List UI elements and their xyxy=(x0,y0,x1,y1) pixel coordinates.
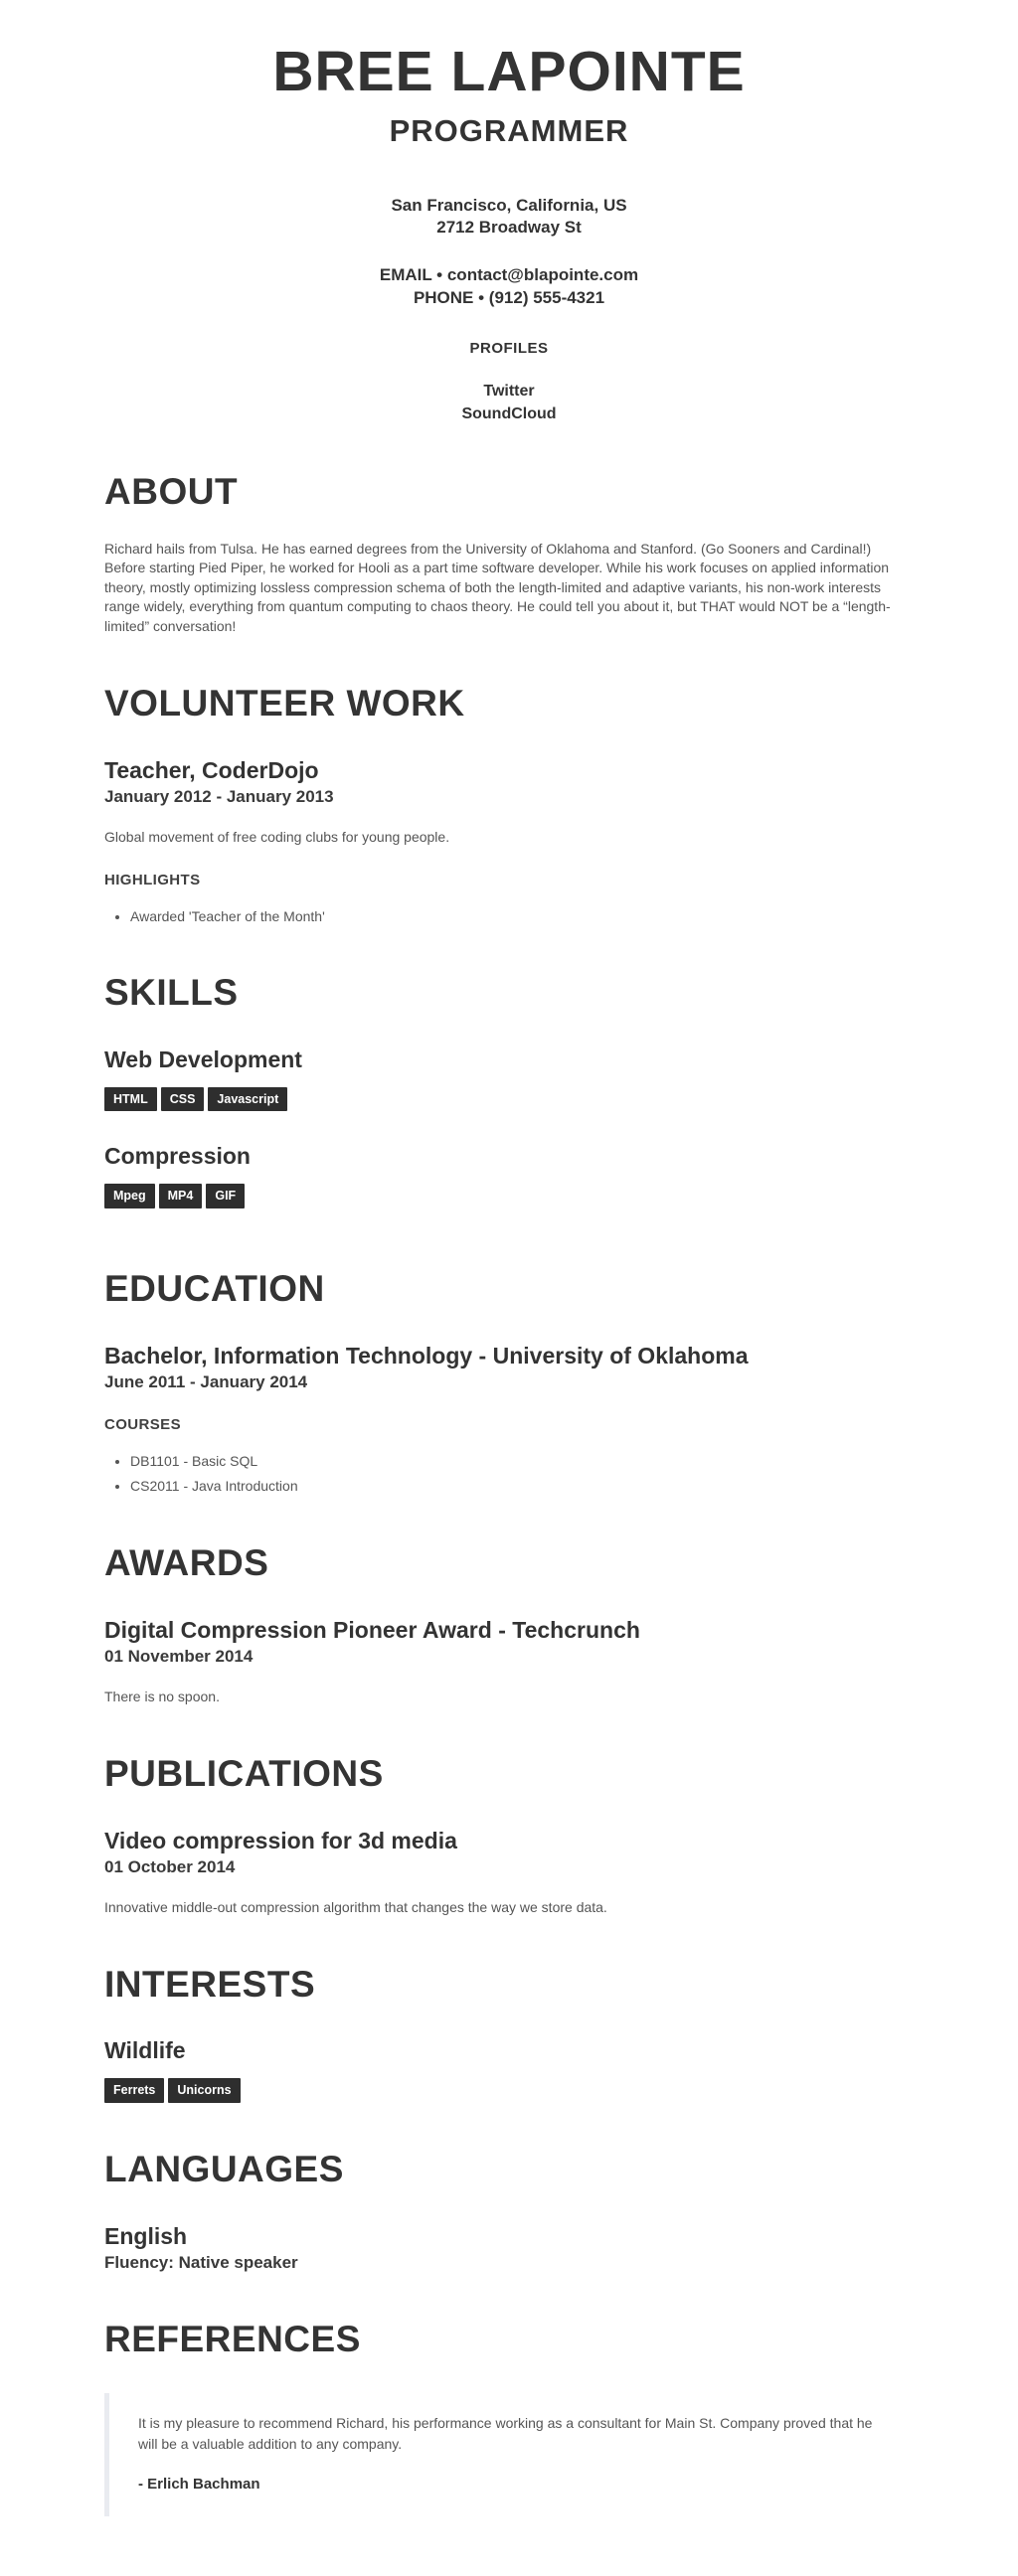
course-item: • DB1101 - Basic SQL xyxy=(130,1452,914,1472)
address-line: 2712 Broadway St xyxy=(436,218,582,238)
skill-tag: HTML xyxy=(104,1087,157,1112)
section-awards xyxy=(104,1542,914,1707)
reference-author: - Erlich Bachman xyxy=(138,2476,260,2494)
courses-list xyxy=(104,1452,914,1496)
interest-tags xyxy=(104,2078,914,2103)
skill-tags xyxy=(104,1087,914,1112)
profile-twitter: Twitter xyxy=(483,383,535,401)
interests-heading: INTERESTS xyxy=(104,1963,316,2005)
courses-label: COURSES xyxy=(104,1416,181,1434)
skill-tag: MP4 xyxy=(159,1184,203,1208)
volunteer-summary: Global movement of free coding clubs for young people. xyxy=(104,829,450,846)
course-item: • CS2011 - Java Introduction xyxy=(130,1477,914,1497)
skill-group-title: Web Development xyxy=(104,1046,302,1072)
contact-block xyxy=(104,264,914,310)
skill-tag: GIF xyxy=(206,1184,245,1208)
section-skills xyxy=(104,972,914,1208)
award-summary: There is no spoon. xyxy=(104,1689,220,1705)
publications-heading: PUBLICATIONS xyxy=(104,1752,384,1794)
skill-group-compression xyxy=(104,1143,914,1208)
language-name: English xyxy=(104,2223,188,2250)
skill-tag: Javascript xyxy=(208,1087,287,1112)
about-text: Richard hails from Tulsa. He has earned degrees from the University of Oklahoma and Stanford. (Go Sooners and Cardinal!) Before starting Pied Piper, he worked for Hooli as a part time software developer. While his work focuses on applied information theory, mostly optimizing lossless compression schema of both the length-limited and adaptive variants, his non-work interests range widely, everything from quantum computing to chaos theory. He could tell you about it, but THAT would NOT be a “length-limited” conversation! xyxy=(104,540,891,634)
highlights-label: HIGHLIGHTS xyxy=(104,871,201,888)
section-languages xyxy=(104,2149,914,2274)
awards-heading: AWARDS xyxy=(104,1541,269,1583)
candidate-name: BREE LAPOINTE xyxy=(272,40,746,103)
interest-group-wildlife xyxy=(104,2037,914,2103)
publication-title: Video compression for 3d media xyxy=(104,1828,457,1854)
skills-heading: SKILLS xyxy=(104,972,239,1014)
highlights-list xyxy=(104,907,914,927)
interest-tag: Unicorns xyxy=(168,2078,240,2103)
education-dates: June 2011 - January 2014 xyxy=(104,1372,308,1392)
award-title: Digital Compression Pioneer Award - Techcrunch xyxy=(104,1617,640,1644)
interest-tag: Ferrets xyxy=(104,2078,164,2103)
location-block xyxy=(104,195,914,241)
profile-soundcloud: SoundCloud xyxy=(461,404,557,422)
section-about xyxy=(104,471,914,637)
skill-group-web-development xyxy=(104,1046,914,1112)
section-interests xyxy=(104,1964,914,2103)
resume-header xyxy=(104,40,914,425)
education-degree: Bachelor, Information Technology - University of Oklahoma xyxy=(104,1343,749,1369)
section-publications xyxy=(104,1753,914,1918)
section-references xyxy=(104,2319,914,2516)
skill-tags xyxy=(104,1184,914,1208)
volunteer-dates: January 2012 - January 2013 xyxy=(104,787,334,807)
skill-tag: Mpeg xyxy=(104,1184,155,1208)
phone-line: PHONE • (912) 555-4321 xyxy=(413,288,605,308)
skill-tag: CSS xyxy=(161,1087,205,1112)
reference-quote-text: It is my pleasure to recommend Richard, his performance working as a consultant for Main St. Company proved that he will be a valuable addition to any company. xyxy=(138,2415,873,2453)
interest-group-title: Wildlife xyxy=(104,2037,186,2064)
profiles-label: PROFILES xyxy=(469,340,549,358)
volunteer-role: Teacher, CoderDojo xyxy=(104,757,319,784)
section-volunteer-work xyxy=(104,683,914,927)
references-heading: REFERENCES xyxy=(104,2319,361,2360)
skill-group-title: Compression xyxy=(104,1143,251,1170)
candidate-job-title: PROGRAMMER xyxy=(389,112,629,148)
publication-date: 01 October 2014 xyxy=(104,1857,236,1877)
about-heading: ABOUT xyxy=(104,471,239,513)
location-line: San Francisco, California, US xyxy=(391,195,627,215)
section-education xyxy=(104,1268,914,1497)
education-heading: EDUCATION xyxy=(104,1267,325,1309)
award-date: 01 November 2014 xyxy=(104,1647,254,1667)
reference-quote xyxy=(104,2393,914,2516)
email-line: EMAIL • contact@blapointe.com xyxy=(379,265,639,285)
profiles-list xyxy=(104,381,914,425)
publication-summary: Innovative middle-out compression algorithm that changes the way we store data. xyxy=(104,1899,607,1916)
highlight-item: • Awarded 'Teacher of the Month' xyxy=(130,907,914,927)
languages-heading: LANGUAGES xyxy=(104,2148,344,2189)
language-fluency: Fluency: Native speaker xyxy=(104,2253,298,2273)
volunteer-heading: VOLUNTEER WORK xyxy=(104,682,465,724)
